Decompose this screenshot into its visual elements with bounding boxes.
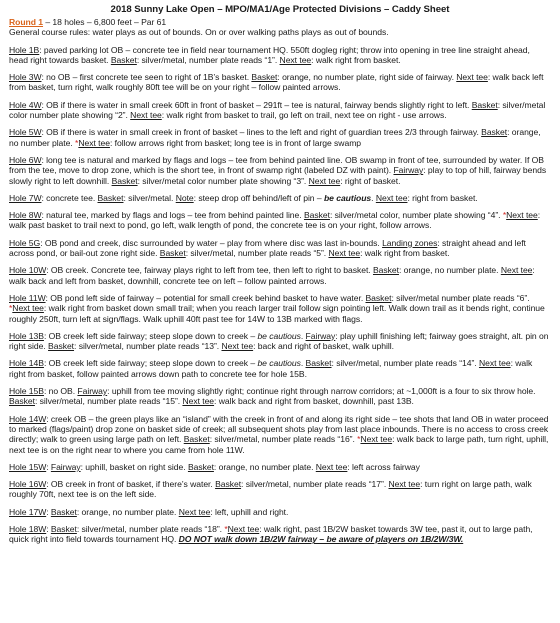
- hole-text: : play to top of hill, fairway bends slowly right to left downhill.: [9, 165, 547, 186]
- hole-text: : walk back and right from basket, downhill, past 13B.: [214, 396, 414, 407]
- hole-text: : walk back and left from basket, downhill, concrete tee on left – follow painted arrows.: [9, 265, 535, 286]
- caution-text: be cautious: [323, 192, 372, 203]
- hole-text: : silver/metal, number plate reads “13”.: [74, 341, 222, 352]
- hole-text: : walk right from basket.: [311, 54, 401, 65]
- field-label: Next tee: [12, 303, 44, 314]
- hole-text: : turn right on large path, walk roughly 70ft, next tee is on the left side.: [9, 479, 532, 500]
- hole-text: : OB creek. Concrete tee, fairway plays right to left from tee, then left to right to basket.: [46, 265, 373, 276]
- hole-number: Hole 5W: [9, 127, 42, 138]
- hole-text: : OB creek left side fairway; steep slope down to creek –: [43, 358, 258, 369]
- field-label: Next tee: [506, 210, 538, 221]
- field-label: Next tee: [308, 175, 341, 186]
- hole-h14w: [9, 414, 551, 455]
- hole-number: Hole 13B: [9, 330, 44, 341]
- hole-number: Hole 18W: [9, 523, 47, 534]
- hole-number: Hole 1B: [9, 44, 40, 55]
- field-label: Basket: [372, 265, 399, 276]
- field-label: Basket: [183, 434, 210, 445]
- asterisk-marker: *: [502, 210, 507, 221]
- hole-text: : straight ahead and left across pond, or bail-out zone right side.: [9, 237, 526, 259]
- hole-number: Hole 11W: [9, 292, 46, 303]
- hole-text: : OB creek in front of basket, if there’s water.: [46, 479, 216, 490]
- field-label: Next tee: [456, 72, 488, 83]
- hole-h15w: [9, 462, 551, 472]
- hole-text: : orange, no number plate.: [398, 265, 501, 276]
- field-label: Next tee: [315, 461, 348, 472]
- hole-text: : OB pond left side of fairway – potential for small creek behind basket to have water.: [45, 292, 366, 303]
- field-label: Basket: [50, 506, 77, 517]
- hole-text: : follow arrows right from basket; long tee is in front of large swamp: [109, 137, 362, 148]
- field-label: Fairway: [305, 330, 336, 341]
- round-detail: – 18 holes – 6,800 feet – Par 61: [43, 17, 167, 27]
- hole-text: : walk right from basket.: [360, 248, 450, 259]
- hole-text: : walk past basket to trail next to pond, go left, walk length of pond, the concrete tee is on your right, follow arrows.: [9, 210, 541, 231]
- hole-number: Hole 5G: [9, 237, 41, 248]
- hole-text: : silver/metal, number plate reads “14”.: [331, 358, 479, 369]
- field-label: Basket: [159, 248, 186, 259]
- hole-h8w: [9, 210, 551, 231]
- field-label: Basket: [50, 523, 77, 534]
- asterisk-marker: *: [75, 137, 79, 148]
- hole-number: Hole 16W: [9, 479, 47, 490]
- hole-text: : OB creek left side fairway; steep slope down to creek –: [43, 330, 258, 341]
- hole-h6w: [9, 155, 551, 186]
- hole-text: : silver/metal, number plate reads “5”.: [185, 248, 329, 259]
- hole-text: : orange, no number plate.: [213, 461, 316, 472]
- field-label: Next tee: [78, 137, 110, 148]
- hole-text: : walk right from basket down small trail; when you reach larger trail follow sign pointing left. Walk down trail as it bends right, continue roughly 250ft, turn left at sign/flags. Walk uphill 40ft past tee for 14W to 13B marked with flags.: [9, 303, 545, 324]
- hole-text: :: [46, 523, 51, 534]
- field-label: Next tee: [388, 479, 421, 490]
- hole-h7w: [9, 193, 551, 203]
- hole-text: .: [300, 358, 306, 369]
- hole-number: Hole 15B: [9, 386, 44, 397]
- hole-text: : left across fairway: [347, 461, 420, 472]
- hole-h4w: [9, 100, 551, 121]
- asterisk-marker: *: [9, 303, 13, 314]
- hole-text: : long tee is natural and marked by flags and logs – tee from behind painted line. OB swamp in front of tee, surrounded by water. If OB from the tee, move to drop zone, which is the short tee, in front of swamp right (labeled DZ with paint).: [9, 154, 544, 176]
- field-label: Fairway: [50, 461, 81, 472]
- field-label: Next tee: [130, 110, 162, 121]
- hole-h13b: [9, 331, 551, 352]
- hole-text: : orange, no number plate.: [76, 506, 179, 517]
- field-label: Basket: [97, 192, 124, 203]
- field-label: Basket: [481, 127, 508, 138]
- field-label: Next tee: [279, 54, 312, 65]
- hole-text: : silver/metal, number plate reads “15”.: [34, 396, 183, 407]
- field-label: Basket: [305, 358, 332, 369]
- hole-text: .: [371, 192, 376, 203]
- hole-text: : uphill from tee moving slightly right; continue right through narrow corridors; at ~1,000ft is a four to six throw hole.: [107, 386, 536, 397]
- hole-number: Hole 10W: [9, 265, 47, 276]
- warning-text: DO NOT walk down 1B/2W fairway – be aware of players on 1B/2W/3W.: [178, 534, 464, 545]
- hole-list: [9, 45, 551, 545]
- field-label: Basket: [471, 99, 498, 110]
- hole-text: :: [46, 461, 51, 472]
- field-label: Basket: [215, 479, 242, 490]
- hole-h18w: [9, 524, 551, 545]
- hole-text: : play uphill finishing left; fairway goes straight, alt. pin on right side.: [9, 330, 549, 352]
- hole-number: Hole 15W: [9, 461, 47, 472]
- field-label: Next tee: [360, 434, 393, 445]
- hole-h14b: [9, 358, 551, 379]
- hole-text: : silver/metal, number plate reads “18”.: [76, 523, 225, 534]
- hole-number: Hole 8W: [9, 210, 42, 221]
- hole-text: : creek OB – the green plays like an “island” with the creek in front of and along its right side – tee shots that land OB in water proceed to marked (flags/paint) drop zone on basket side of creek; all subsequent shots play from last place inbounds. There is no access to cross creek directly; walk to green using large path on left.: [9, 413, 549, 445]
- hole-text: : OB if there is water in small creek in front of basket – lines to the left and right of guardian trees 2/3 through fairway.: [41, 127, 482, 138]
- field-label: Basket: [187, 461, 214, 472]
- hole-text: : left, uphill and right.: [210, 506, 289, 517]
- hole-h1b: [9, 45, 551, 66]
- field-label: Fairway: [393, 165, 424, 176]
- hole-text: : orange, no number plate, right side of fairway.: [277, 72, 457, 83]
- hole-text: : concrete tee.: [41, 192, 98, 203]
- field-label: Basket: [110, 54, 137, 65]
- asterisk-marker: *: [224, 523, 228, 534]
- hole-text: : right of basket.: [340, 175, 401, 186]
- hole-text: .: [300, 330, 306, 341]
- hole-text: : silver/metal number plate reads “6”.: [391, 292, 530, 303]
- field-label: Basket: [111, 175, 138, 186]
- hole-h5g: [9, 238, 551, 259]
- caution-text: be cautious: [257, 330, 301, 341]
- hole-h11w: [9, 293, 551, 324]
- caution-text: be cautious: [257, 358, 301, 369]
- hole-text: :: [46, 506, 51, 517]
- hole-number: Hole 14W: [9, 413, 47, 424]
- page-title: 2018 Sunny Lake Open – MPO/MA1/Age Protected Divisions – Caddy Sheet: [110, 4, 450, 15]
- hole-text: : OB pond and creek, disc surrounded by water – play from where disc was last in-bounds.: [40, 237, 383, 248]
- hole-text: : silver/metal, number plate reads “17”.: [241, 479, 389, 490]
- field-label: Note: [175, 192, 194, 203]
- hole-number: Hole 14B: [9, 358, 44, 369]
- hole-h16w: [9, 479, 551, 500]
- hole-text: : orange, no number plate.: [9, 127, 541, 148]
- field-label: Basket: [303, 210, 330, 221]
- hole-text: : silver/metal color number plate showing “3”.: [137, 175, 309, 186]
- hole-h10w: [9, 265, 551, 286]
- hole-text: : walk right from basket, follow painted arrows down path to concrete tee for hole 15B.: [9, 358, 533, 379]
- hole-number: Hole 4W: [9, 99, 42, 110]
- hole-text: : silver/metal.: [123, 192, 176, 203]
- hole-text: : no OB.: [43, 386, 78, 397]
- hole-text: : silver/metal, number plate reads “16”.: [209, 434, 358, 445]
- hole-text: : silver/metal, number plate reads “1”.: [136, 54, 280, 65]
- field-label: Next tee: [328, 248, 361, 259]
- hole-text: : no OB – first concrete tee seen to right of 1B’s basket.: [41, 72, 252, 83]
- field-label: Next tee: [178, 506, 211, 517]
- hole-text: : uphill, basket on right side.: [80, 461, 188, 472]
- field-label: Basket: [365, 292, 392, 303]
- hole-h3w: [9, 72, 551, 93]
- field-label: Landing zones: [382, 237, 438, 248]
- hole-text: : right from basket.: [407, 192, 478, 203]
- field-label: Basket: [251, 72, 278, 83]
- field-label: Fairway: [77, 386, 108, 397]
- hole-text: : silver/metal color number plate showing “2”.: [9, 99, 546, 121]
- hole-number: Hole 3W: [9, 72, 42, 83]
- asterisk-marker: *: [357, 434, 361, 445]
- hole-text: : silver/metal color, number plate showing “4”.: [329, 210, 503, 221]
- field-label: Next tee: [221, 341, 254, 352]
- hole-h15b: [9, 386, 551, 407]
- hole-number: Hole 17W: [9, 506, 47, 517]
- field-label: Next tee: [478, 358, 511, 369]
- round-line: [9, 17, 551, 27]
- hole-number: Hole 6W: [9, 154, 42, 165]
- round-label: Round 1: [9, 17, 44, 27]
- field-label: Next tee: [182, 396, 215, 407]
- field-label: Basket: [9, 396, 35, 407]
- hole-text: : walk back to large path, turn right, uphill, next tee is on the right near to where you came from hole 11W.: [9, 434, 549, 455]
- hole-text: : walk right, past 1B/2W basket towards 3W tee, past it, out to large path, quick right into field towards tournament HQ.: [9, 523, 533, 545]
- hole-text: : natural tee, marked by flags and logs – tee from behind painted line.: [41, 210, 304, 221]
- hole-number: Hole 7W: [9, 192, 42, 203]
- hole-text: : walk back left from basket, turn right, walk roughly 80ft tee will be on your right – follow painted arrows.: [9, 72, 544, 93]
- general-rules: General course rules: water plays as out of bounds. On or over walking paths plays as out of bounds.: [9, 27, 389, 38]
- hole-text: : steep drop off behind/left of pin –: [193, 192, 324, 203]
- hole-h17w: [9, 507, 551, 517]
- field-label: Next tee: [375, 192, 408, 203]
- hole-h5w: [9, 127, 551, 148]
- hole-text: : walk right from basket to trail, go left on trail, next tee on right - use arrows.: [161, 110, 447, 121]
- field-label: Next tee: [227, 523, 260, 534]
- hole-text: : paved parking lot OB – concrete tee in field near tournament HQ. 550ft dogleg right; throw into opening in tree line straight ahead, head right towards basket.: [9, 44, 530, 65]
- hole-text: : back and right of basket, walk uphill.: [253, 341, 394, 352]
- field-label: Basket: [48, 341, 75, 352]
- field-label: Next tee: [500, 265, 533, 276]
- hole-text: : OB if there is water in small creek 60ft in front of basket – 291ft – tee is natural, fairway bends slightly right to left.: [41, 99, 472, 110]
